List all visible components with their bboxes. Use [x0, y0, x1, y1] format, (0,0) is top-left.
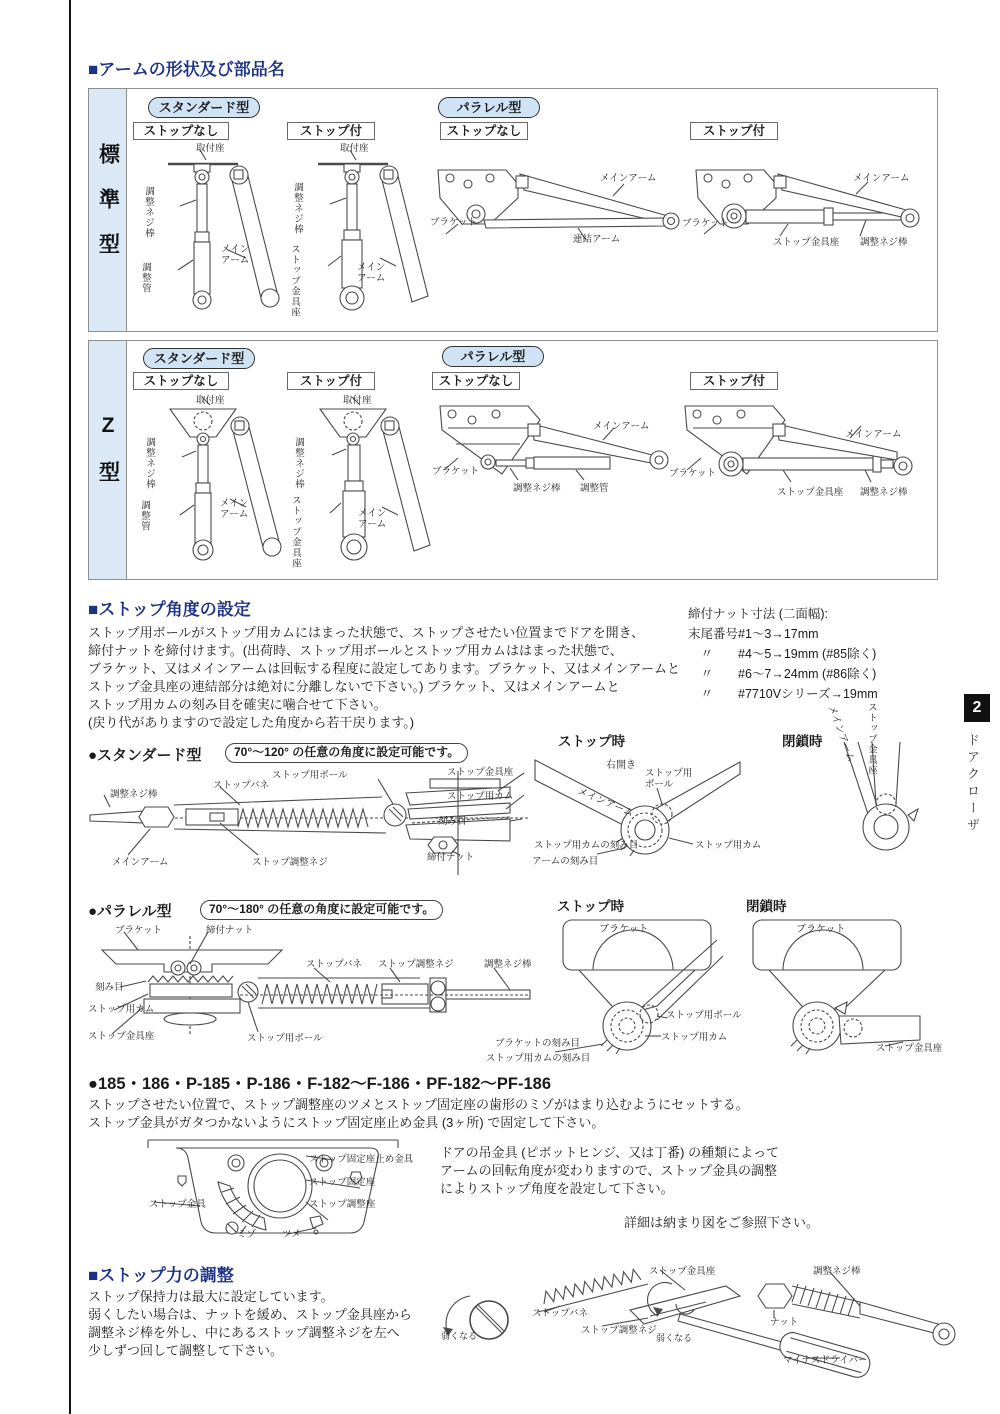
part-label-claw: ツメ [282, 1229, 301, 1240]
pill-standard-type: スタンダード型 [143, 348, 255, 369]
right-open-label: 右開き [606, 760, 636, 771]
z-parallel-nostop-arm-diagram [428, 400, 683, 515]
angle-body-line: ブラケット、又はメインアームは回転する程度に設定してあります。ブラケット、又はメインアームと [88, 661, 681, 676]
part-label-main-arm: メインアーム [112, 857, 169, 868]
part-label-stop-base: ストップ金具座 [289, 244, 300, 318]
page-number-tab: 2 [964, 694, 990, 722]
nut-size-line: 末尾番号#1〜3→17mm [688, 627, 819, 641]
part-label-adj-rod: 調整ネジ棒 [143, 186, 154, 239]
part-label-spring: ストップバネ [306, 959, 362, 970]
box-stop-none: ストップなし [133, 122, 229, 140]
part-label-stop-adj-screw: ストップ調整ネジ [378, 959, 454, 970]
pill-standard-type: スタンダード型 [148, 97, 260, 118]
part-label-adj-rod: 調整ネジ棒 [144, 437, 155, 490]
part-label-bracket: ブラケット [599, 924, 649, 935]
box-stop-with: ストップ付 [287, 122, 375, 140]
row-label-text: Z型 [96, 414, 120, 506]
weaken-label: 弱くなる [441, 1331, 478, 1341]
part-label-cam: ストップ用カム [695, 840, 762, 851]
part-label-fixed-seat: ストップ固定座 [309, 1177, 376, 1188]
nut-size-line: 〃 #6〜7→24mm (#86除く) [688, 667, 877, 681]
box-stop-with: ストップ付 [287, 372, 375, 390]
part-label-spring: ストップバネ [213, 780, 269, 791]
part-label-ball: ストップ用ボール [272, 770, 348, 781]
part-label-bracket: ブラケット [115, 925, 163, 936]
part-label-stop-base: ストップ金具座 [777, 487, 844, 498]
part-label-stop-adj-screw: ストップ調整ネジ [252, 857, 328, 868]
part-label-ball: ストップ用ボール [666, 1010, 742, 1021]
part-label-adj-rod: 調整ネジ棒 [513, 483, 561, 494]
part-label-main-arm: メインアーム [600, 173, 657, 184]
part-label-notch: 刻み目 [95, 982, 124, 993]
standard-type-row-label [89, 89, 127, 331]
part-label-adj-rod: 調整ネジ棒 [860, 237, 908, 248]
angle-body-line: ストップ用カムの刻み目を確実に噛合せて下さい。 [88, 697, 387, 712]
part-label-main-arm: メインアーム [221, 244, 250, 266]
part-label-tight-nut: 締付ナット [427, 852, 475, 863]
standard-subheading: ●スタンダード型 [88, 747, 202, 764]
force-body-line: 弱くしたい場合は、ナットを緩め、ストップ金具座から [88, 1307, 412, 1322]
weaken-label: 弱くなる [656, 1333, 693, 1343]
part-label-arm-notch: アームの刻み目 [532, 856, 599, 867]
part-label-bracket: ブラケット [430, 217, 478, 228]
box-stop-with: ストップ付 [690, 122, 778, 140]
angle-body-line: (戻り代がありますので設定した角度から若干戻ります。) [88, 715, 415, 730]
part-label-cam: ストップ用カム [447, 791, 514, 802]
nut-size-title: 締付ナット寸法 (二面幅): [688, 607, 829, 621]
models-right-line: ドアの吊金具 (ピボットヒンジ、又は丁番) の種類によって [440, 1145, 780, 1160]
part-label-adj-rod: 調整ネジ棒 [293, 437, 304, 490]
angle-body-line: ストップ金具座の連結部分は絶対に分離しないで下さい。) ブラケット、又はメインアームと [88, 679, 620, 694]
pill-parallel-type: パラレル型 [438, 97, 540, 118]
models-heading: ●185・186・P-185・P-186・F-182〜F-186・PF-182〜PF-186 [88, 1075, 552, 1093]
part-label-adj-tube: 調整管 [140, 262, 151, 294]
part-label-main-arm: メインアーム [220, 498, 249, 520]
angle-body-line: 締付ナットを締付けます。(出荷時、ストップ用ボールとストップ用カムははまった状態で、 [88, 643, 623, 658]
part-label-adj-rod: 調整ネジ棒 [860, 487, 908, 498]
models-right-line: によりストップ角度を設定して下さい。 [440, 1181, 674, 1196]
part-label-adj-rod: 調整ネジ棒 [292, 182, 303, 235]
part-label-groove: ミゾ [237, 1229, 257, 1240]
part-label-main-arm: メインアーム [593, 421, 650, 432]
part-label-stop-base: ストップ金具座 [773, 237, 840, 248]
force-body-line: 調整ネジ棒を外し、中にあるストップ調整ネジを左へ [88, 1325, 400, 1340]
part-label-adj-rod: 調整ネジ棒 [484, 959, 532, 970]
part-label-cam-notch: ストップ用カムの刻み目 [486, 1053, 591, 1064]
part-label-adj-tube: 調整管 [580, 483, 609, 494]
parallel-closedtime-diagram [735, 918, 920, 1058]
part-label-cam-notch: ストップ用カムの刻み目 [534, 840, 639, 851]
part-label-stop-base: ストップ金具座 [649, 1266, 716, 1277]
part-label-main-arm: メインアーム [575, 786, 635, 820]
part-label-bracket: ブラケット [669, 468, 717, 479]
force-section-title: ■ストップ力の調整 [88, 1266, 234, 1285]
part-label-mount: 取付座 [343, 395, 372, 406]
force-body-line: ストップ保持力は最大に設定しています。 [88, 1289, 334, 1304]
part-label-notch: 刻み目 [438, 816, 467, 827]
part-label-mount: 取付座 [196, 143, 225, 154]
part-label-main-arm: メインアーム [357, 262, 386, 284]
box-stop-none: ストップなし [432, 372, 520, 390]
part-label-main-arm: メインアーム [358, 508, 387, 530]
parallel-range-note: 70°〜180° の任意の角度に設定可能です。 [200, 900, 443, 920]
part-label-cam: ストップ用カム [88, 1004, 155, 1015]
part-label-mount: 取付座 [196, 395, 225, 406]
angle-body-line: ストップ用ボールがストップ用カムにはまった状態で、ストップさせたい位置までドアを開き、 [88, 625, 645, 640]
box-stop-none: ストップなし [440, 122, 528, 140]
models-right-line: アームの回転角度が変わりますので、ストップ金具の調整 [440, 1163, 777, 1178]
part-label-stop-base: ストップ金具座 [876, 1043, 943, 1054]
part-label-cam: ストップ用カム [661, 1032, 728, 1043]
part-label-main-arm: メインアーム [853, 173, 910, 184]
part-label-stop-base: ストップ金具座 [88, 1031, 155, 1042]
part-label-stop-adj-screw: ストップ調整ネジ [581, 1325, 657, 1336]
models-line: ストップさせたい位置で、ストップ調整座のツメとストップ固定座の歯形のミゾがはまり込むようにセットする。 [88, 1097, 749, 1112]
arm-section-title: ■アームの形状及び部品名 [88, 60, 285, 79]
part-label-bracket: ブラケット [682, 218, 730, 229]
parallel-subheading: ●パラレル型 [88, 903, 172, 920]
part-label-ball: ストップ用ボール [645, 768, 693, 790]
part-label-bracket-notch: ブラケットの刻み目 [495, 1038, 581, 1049]
part-label-adj-rod: 調整ネジ棒 [110, 789, 158, 800]
force-body-line: 少しずつ回して調整して下さい。 [88, 1343, 284, 1358]
standard-range-note: 70°〜120° の任意の角度に設定可能です。 [225, 743, 468, 763]
chapter-side-label: ドアクローザ [965, 733, 980, 835]
part-label-tight-nut: 締付ナット [206, 925, 254, 936]
part-label-stop-base: ストップ金具座 [290, 495, 301, 569]
part-label-link-arm: 連結アーム [573, 234, 621, 245]
part-label-adj-tube: 調整管 [139, 500, 150, 532]
part-label-stop-fitting: ストップ金具 [149, 1199, 206, 1210]
nut-size-line: 〃 #7710Vシリーズ→19mm [688, 687, 878, 701]
nut-size-line: 〃 #4〜5→19mm (#85除く) [688, 647, 877, 661]
part-label-adjust-seat: ストップ調整座 [309, 1199, 376, 1210]
z-type-row-label [89, 341, 127, 579]
part-label-adj-rod: 調整ネジ棒 [813, 1266, 861, 1277]
pill-parallel-type: パラレル型 [442, 346, 544, 367]
row-label-text: 標準型 [96, 142, 120, 278]
stop-time-title: ストップ時 [557, 899, 625, 914]
standard-stop-arm-diagram [278, 148, 433, 323]
part-label-ball: ストップ用ボール [247, 1033, 323, 1044]
part-label-bracket: ブラケット [796, 924, 846, 935]
closed-time-title: 閉鎖時 [746, 899, 787, 914]
models-line: ストップ金具がガタつかないようにストップ固定座止め金具 (3ヶ所) で固定して下さい。 [88, 1115, 605, 1130]
part-label-stop-base: ストップ金具座 [447, 767, 514, 778]
part-label-main-arm: メインアーム [845, 429, 902, 440]
closed-time-title: 閉鎖時 [782, 734, 823, 749]
models-note: 詳細は納まり図をご参照下さい。 [624, 1215, 820, 1230]
angle-section-title: ■ストップ角度の設定 [88, 600, 251, 619]
stop-time-title: ストップ時 [558, 734, 626, 749]
box-stop-none: ストップなし [133, 372, 229, 390]
box-stop-with: ストップ付 [690, 372, 778, 390]
part-label-driver: マイナスドライバー [783, 1355, 868, 1366]
part-label-nut: ナット [770, 1317, 799, 1328]
part-label-stopper-lock: ストップ固定座止め金具 [309, 1154, 414, 1165]
part-label-stop-base: ストップ金具座 [866, 702, 877, 776]
part-label-main-arm: メインアーム [825, 704, 857, 764]
left-margin-rule [69, 0, 71, 1414]
part-label-bracket: ブラケット [432, 466, 480, 477]
part-label-mount: 取付座 [340, 143, 369, 154]
part-label-spring: ストップバネ [532, 1308, 588, 1319]
